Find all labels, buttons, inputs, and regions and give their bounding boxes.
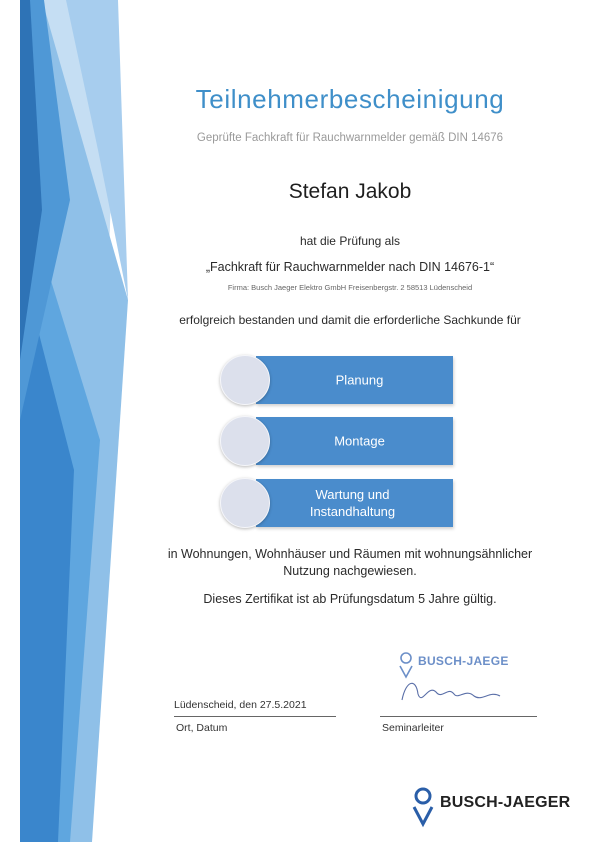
competence-label: Wartung und Instandhaltung bbox=[309, 487, 396, 519]
competence-bar bbox=[256, 479, 453, 527]
validity-statement: Dieses Zertifikat ist ab Prüfungsdatum 5 Jahre gültig. bbox=[203, 592, 497, 606]
competence-label: Montage bbox=[334, 433, 385, 449]
competence-statement: erfolgreich bestanden und damit die erforderliche Sachkunde für bbox=[179, 313, 521, 327]
place-date-value: Lüdenscheid, den 27.5.2021 bbox=[174, 699, 307, 711]
competence-bar bbox=[256, 356, 453, 404]
certificate-subtitle: Geprüfte Fachkraft für Rauchwarnmelder gemäß DIN 14676 bbox=[196, 132, 504, 144]
competence-circle bbox=[220, 355, 270, 405]
competence-bar bbox=[256, 417, 453, 465]
competence-item-planung bbox=[220, 356, 453, 404]
competence-item-wartung bbox=[220, 479, 453, 527]
place-date-label: Ort, Datum bbox=[176, 722, 228, 734]
competence-item-montage bbox=[220, 417, 453, 465]
busch-jaeger-logo-icon bbox=[412, 787, 434, 831]
exam-statement: hat die Prüfung als bbox=[299, 234, 401, 248]
signature-line bbox=[380, 716, 537, 717]
course-title: „Fachkraft für Rauchwarnmelder nach DIN 14676-1“ bbox=[205, 260, 495, 274]
certificate-title: Teilnehmerbescheinigung bbox=[195, 84, 505, 114]
place-date-line bbox=[174, 716, 336, 717]
competence-circle bbox=[220, 416, 270, 466]
scope-statement: in Wohnungen, Wohnhäuser und Räumen mit wohnungsähnlicher Nutzung nachgewiesen. bbox=[167, 547, 533, 578]
participant-name: Stefan Jakob bbox=[288, 180, 412, 203]
competence-label: Planung bbox=[335, 372, 384, 388]
signer-label: Seminarleiter bbox=[382, 722, 444, 734]
competence-circle bbox=[220, 478, 270, 528]
stamp-text: BUSCH-JAEGE bbox=[418, 654, 509, 668]
company-info: Firma: Busch Jaeger Elektro GmbH Freisenbergstr. 2 58513 Lüdenscheid bbox=[227, 283, 473, 292]
busch-jaeger-logo-text: BUSCH-JAEGER bbox=[440, 794, 571, 811]
